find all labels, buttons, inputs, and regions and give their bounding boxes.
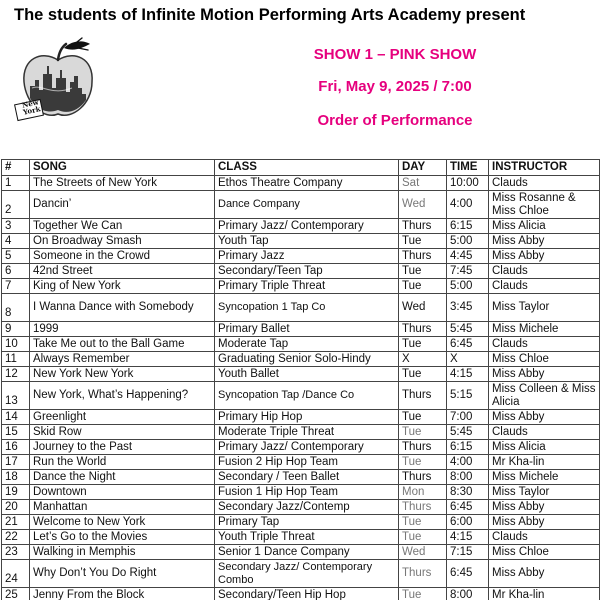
song-cell: Take Me out to the Ball Game xyxy=(30,337,215,352)
song-cell: Welcome to New York xyxy=(30,515,215,530)
day-cell: Thurs xyxy=(399,322,447,337)
day-cell: Thurs xyxy=(399,560,447,588)
class-cell: Moderate Triple Threat xyxy=(215,425,399,440)
time-cell: 5:00 xyxy=(447,279,489,294)
table-row xyxy=(2,322,600,337)
table-row xyxy=(2,352,600,367)
instructor-cell: Clauds xyxy=(489,337,600,352)
day-cell: Tue xyxy=(399,530,447,545)
instructor-cell: Miss Chloe xyxy=(489,352,600,367)
time-cell: 6:45 xyxy=(447,560,489,588)
row-number: 7 xyxy=(2,279,30,294)
class-cell: Youth Tap xyxy=(215,234,399,249)
class-cell: Primary Ballet xyxy=(215,322,399,337)
time-cell: 6:45 xyxy=(447,500,489,515)
time-cell: 4:00 xyxy=(447,191,489,219)
table-row xyxy=(2,176,600,191)
instructor-cell: Clauds xyxy=(489,425,600,440)
table-row xyxy=(2,588,600,600)
time-cell: 10:00 xyxy=(447,176,489,191)
row-number: 15 xyxy=(2,425,30,440)
table-row xyxy=(2,515,600,530)
song-cell: Dance the Night xyxy=(30,470,215,485)
class-cell: Fusion 2 Hip Hop Team xyxy=(215,455,399,470)
time-cell: 8:30 xyxy=(447,485,489,500)
row-number: 17 xyxy=(2,455,30,470)
table-row xyxy=(2,219,600,234)
song-cell: Journey to the Past xyxy=(30,440,215,455)
row-number: 23 xyxy=(2,545,30,560)
table-row xyxy=(2,560,600,588)
song-cell: Let’s Go to the Movies xyxy=(30,530,215,545)
table-row xyxy=(2,367,600,382)
day-cell: Wed xyxy=(399,191,447,219)
row-number: 1 xyxy=(2,176,30,191)
song-cell: Dancin’ xyxy=(30,191,215,219)
row-number: 24 xyxy=(2,560,30,588)
row-number: 6 xyxy=(2,264,30,279)
row-number: 3 xyxy=(2,219,30,234)
song-cell: Manhattan xyxy=(30,500,215,515)
page-title: The students of Infinite Motion Performing Arts Academy present xyxy=(14,6,526,24)
logo-text: New York xyxy=(21,97,42,117)
class-cell: Primary Tap xyxy=(215,515,399,530)
class-cell: Youth Ballet xyxy=(215,367,399,382)
class-cell: Syncopation Tap /Dance Co xyxy=(215,382,399,410)
song-cell: I Wanna Dance with Somebody xyxy=(30,294,215,322)
instructor-cell: Miss Abby xyxy=(489,560,600,588)
table-row xyxy=(2,337,600,352)
column-header-instructor: INSTRUCTOR xyxy=(489,160,600,176)
instructor-cell: Mr Kha-lin xyxy=(489,588,600,600)
day-cell: Thurs xyxy=(399,382,447,410)
instructor-cell: Mr Kha-lin xyxy=(489,455,600,470)
table-row xyxy=(2,485,600,500)
class-cell: Primary Jazz/ Contemporary xyxy=(215,219,399,234)
class-cell: Graduating Senior Solo-Hindy xyxy=(215,352,399,367)
day-cell: Tue xyxy=(399,264,447,279)
song-cell: New York New York xyxy=(30,367,215,382)
class-cell: Senior 1 Dance Company xyxy=(215,545,399,560)
show-date: Fri, May 9, 2025 / 7:00 xyxy=(318,78,472,95)
day-cell: Wed xyxy=(399,294,447,322)
time-cell: 6:45 xyxy=(447,337,489,352)
day-cell: Sat xyxy=(399,176,447,191)
row-number: 4 xyxy=(2,234,30,249)
row-number: 12 xyxy=(2,367,30,382)
performance-table-body xyxy=(2,176,600,600)
day-cell: Thurs xyxy=(399,249,447,264)
time-cell: 6:15 xyxy=(447,440,489,455)
table-row xyxy=(2,470,600,485)
table-row xyxy=(2,500,600,515)
instructor-cell: Clauds xyxy=(489,264,600,279)
time-cell: X xyxy=(447,352,489,367)
song-cell: Skid Row xyxy=(30,425,215,440)
class-cell: Syncopation 1 Tap Co xyxy=(215,294,399,322)
time-cell: 6:00 xyxy=(447,515,489,530)
instructor-cell: Miss Taylor xyxy=(489,294,600,322)
instructor-cell: Miss Alicia xyxy=(489,219,600,234)
time-cell: 6:15 xyxy=(447,219,489,234)
song-cell: Jenny From the Block xyxy=(30,588,215,600)
song-cell: Greenlight xyxy=(30,410,215,425)
instructor-cell: Clauds xyxy=(489,279,600,294)
time-cell: 3:45 xyxy=(447,294,489,322)
class-cell: Secondary/Teen Tap xyxy=(215,264,399,279)
class-cell: Dance Company xyxy=(215,191,399,219)
day-cell: X xyxy=(399,352,447,367)
table-header-row xyxy=(2,160,600,176)
day-cell: Thurs xyxy=(399,219,447,234)
instructor-cell: Miss Abby xyxy=(489,249,600,264)
column-header-class: CLASS xyxy=(215,160,399,176)
class-cell: Primary Hip Hop xyxy=(215,410,399,425)
song-cell: Why Don’t You Do Right xyxy=(30,560,215,588)
day-cell: Tue xyxy=(399,367,447,382)
table-row xyxy=(2,530,600,545)
song-cell: New York, What’s Happening? xyxy=(30,382,215,410)
song-cell: 42nd Street xyxy=(30,264,215,279)
instructor-cell: Clauds xyxy=(489,530,600,545)
show-title: SHOW 1 – PINK SHOW xyxy=(313,46,477,63)
time-cell: 7:45 xyxy=(447,264,489,279)
performance-table xyxy=(1,159,600,600)
new-york-apple-logo xyxy=(12,36,104,128)
instructor-cell: Miss Taylor xyxy=(489,485,600,500)
time-cell: 5:15 xyxy=(447,382,489,410)
instructor-cell: Miss Abby xyxy=(489,234,600,249)
row-number: 13 xyxy=(2,382,30,410)
column-header-number: # xyxy=(2,160,30,176)
class-cell: Secondary Jazz/ Contemporary Combo xyxy=(215,560,399,588)
instructor-cell: Miss Abby xyxy=(489,367,600,382)
song-cell: 1999 xyxy=(30,322,215,337)
row-number: 11 xyxy=(2,352,30,367)
instructor-cell: Miss Abby xyxy=(489,410,600,425)
instructor-cell: Miss Alicia xyxy=(489,440,600,455)
row-number: 25 xyxy=(2,588,30,600)
time-cell: 5:00 xyxy=(447,234,489,249)
row-number: 21 xyxy=(2,515,30,530)
table-row xyxy=(2,279,600,294)
table-row xyxy=(2,440,600,455)
song-cell: Run the World xyxy=(30,455,215,470)
day-cell: Tue xyxy=(399,279,447,294)
table-row xyxy=(2,545,600,560)
class-cell: Primary Triple Threat xyxy=(215,279,399,294)
day-cell: Thurs xyxy=(399,440,447,455)
instructor-cell: Miss Chloe xyxy=(489,545,600,560)
class-cell: Secondary/Teen Hip Hop xyxy=(215,588,399,600)
table-row xyxy=(2,455,600,470)
instructor-cell: Miss Abby xyxy=(489,500,600,515)
day-cell: Tue xyxy=(399,588,447,600)
day-cell: Tue xyxy=(399,515,447,530)
instructor-cell: Miss Colleen & Miss Alicia xyxy=(489,382,600,410)
song-cell: On Broadway Smash xyxy=(30,234,215,249)
table-row xyxy=(2,294,600,322)
table-row xyxy=(2,234,600,249)
row-number: 20 xyxy=(2,500,30,515)
instructor-cell: Miss Abby xyxy=(489,515,600,530)
time-cell: 4:15 xyxy=(447,367,489,382)
instructor-cell: Miss Michele xyxy=(489,470,600,485)
time-cell: 7:15 xyxy=(447,545,489,560)
table-row xyxy=(2,425,600,440)
table-row xyxy=(2,264,600,279)
time-cell: 4:45 xyxy=(447,249,489,264)
time-cell: 7:00 xyxy=(447,410,489,425)
day-cell: Tue xyxy=(399,410,447,425)
time-cell: 8:00 xyxy=(447,470,489,485)
row-number: 9 xyxy=(2,322,30,337)
row-number: 16 xyxy=(2,440,30,455)
column-header-day: DAY xyxy=(399,160,447,176)
row-number: 22 xyxy=(2,530,30,545)
table-row xyxy=(2,382,600,410)
song-cell: Walking in Memphis xyxy=(30,545,215,560)
day-cell: Tue xyxy=(399,425,447,440)
day-cell: Tue xyxy=(399,337,447,352)
class-cell: Moderate Tap xyxy=(215,337,399,352)
row-number: 18 xyxy=(2,470,30,485)
class-cell: Ethos Theatre Company xyxy=(215,176,399,191)
table-row xyxy=(2,249,600,264)
time-cell: 8:00 xyxy=(447,588,489,600)
class-cell: Secondary / Teen Ballet xyxy=(215,470,399,485)
time-cell: 4:15 xyxy=(447,530,489,545)
show-info xyxy=(300,44,490,132)
column-header-time: TIME xyxy=(447,160,489,176)
class-cell: Youth Triple Threat xyxy=(215,530,399,545)
time-cell: 5:45 xyxy=(447,322,489,337)
day-cell: Mon xyxy=(399,485,447,500)
song-cell: King of New York xyxy=(30,279,215,294)
day-cell: Thurs xyxy=(399,470,447,485)
table-row xyxy=(2,410,600,425)
class-cell: Primary Jazz xyxy=(215,249,399,264)
instructor-cell: Miss Rosanne & Miss Chloe xyxy=(489,191,600,219)
song-cell: Someone in the Crowd xyxy=(30,249,215,264)
row-number: 10 xyxy=(2,337,30,352)
column-header-song: SONG xyxy=(30,160,215,176)
song-cell: Downtown xyxy=(30,485,215,500)
song-cell: The Streets of New York xyxy=(30,176,215,191)
class-cell: Primary Jazz/ Contemporary xyxy=(215,440,399,455)
class-cell: Fusion 1 Hip Hop Team xyxy=(215,485,399,500)
day-cell: Tue xyxy=(399,455,447,470)
time-cell: 4:00 xyxy=(447,455,489,470)
table-row xyxy=(2,191,600,219)
row-number: 5 xyxy=(2,249,30,264)
day-cell: Tue xyxy=(399,234,447,249)
order-of-performance-heading: Order of Performance xyxy=(317,112,473,129)
time-cell: 5:45 xyxy=(447,425,489,440)
instructor-cell: Miss Michele xyxy=(489,322,600,337)
song-cell: Together We Can xyxy=(30,219,215,234)
row-number: 2 xyxy=(2,191,30,219)
class-cell: Secondary Jazz/Contemp xyxy=(215,500,399,515)
song-cell: Always Remember xyxy=(30,352,215,367)
day-cell: Wed xyxy=(399,545,447,560)
day-cell: Thurs xyxy=(399,500,447,515)
row-number: 19 xyxy=(2,485,30,500)
instructor-cell: Clauds xyxy=(489,176,600,191)
row-number: 8 xyxy=(2,294,30,322)
row-number: 14 xyxy=(2,410,30,425)
